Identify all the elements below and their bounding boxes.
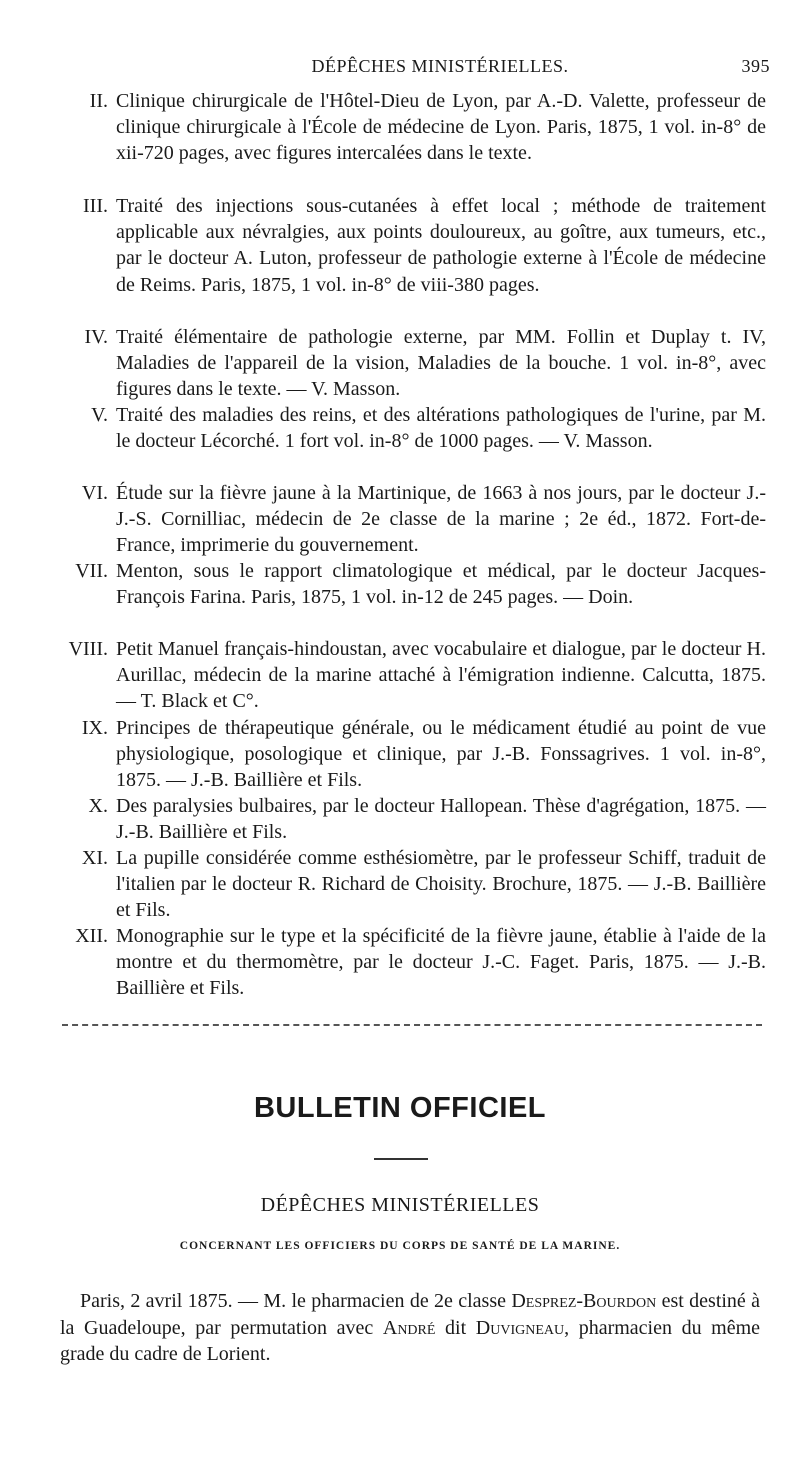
entry-text: Petit Manuel français-hindoustan, avec vocabulaire et dialogue, par le docteur H. Aurillac, médecin de la marine attaché à l'émigration indienne. Calcutta, 1875. — T. Black et C°. [116,638,766,713]
entry-text: Traité élémentaire de pathologie externe, par MM. Follin et Duplay t. IV, Maladies de l'appareil de la vision, Maladies de la bouche. 1 vol. in-8°, avec figures dans le texte. — V. Masson. [116,326,766,401]
entry-number: V. [91,404,108,426]
bibliography-entry [88,793,766,845]
entry-text: Clinique chirurgicale de l'Hôtel-Dieu de Lyon, par A.-D. Valette, professeur de clinique chirurgicale à l'École de médecine de Lyon. Paris, 1875, 1 vol. in-8° de xii-720 pages, avec figures intercalées dans le texte. [116,90,766,165]
notice-dit: dit [445,1316,467,1339]
dispatch-notice [60,1288,760,1368]
entry-number: VII. [75,560,108,582]
bibliography-entry [83,193,766,298]
entry-text: La pupille considérée comme esthésiomètre, par le professeur Schiff, traduit de l'italien par le docteur R. Richard de Choisity. Brochure, 1875. — J.-B. Baillière et Fils. [116,847,766,922]
section-divider [62,1024,762,1026]
bulletin-title: BULLETIN OFFICIEL [253,1092,547,1124]
notice-name: André [382,1316,436,1339]
entry-text: Monographie sur le type et la spécificité de la fièvre jaune, établie à l'aide de la montre et du thermomètre, par le docteur J.-C. Faget. Paris, 1875. — J.-B. Baillière et Fils. [116,925,766,1000]
entry-text: Étude sur la fièvre jaune à la Martinique, de 1663 à nos jours, par le docteur J.-J.-S. Cornilliac, médecin de 2e classe de la marine ; 2e éd., 1872. Fort-de-France, imprimerie du gouvernement. [116,482,766,557]
entry-number: II. [89,90,108,112]
bibliography-entry [91,402,766,454]
dispatch-title: DÉPÊCHES MINISTÉRIELLES [260,1194,540,1216]
notice-intro: Paris, 2 avril 1875. — M. le pharmacien de 2e classe [80,1290,507,1312]
bibliography-entry [75,558,766,610]
page-number: 395 [741,56,770,76]
bibliography-entry [68,636,766,715]
entry-number: XI. [81,847,108,869]
entry-number: XII. [75,925,108,947]
entry-number: IX. [81,717,108,739]
entry-number: IV. [84,326,108,348]
notice-name: Desprez-Bourdon [511,1290,657,1312]
bibliography-entry [75,923,766,1002]
entry-number: III. [83,195,108,217]
bibliography-entry [89,88,766,167]
running-head-title: DÉPÊCHES MINISTÉRIELLES. [311,56,569,76]
entry-number: X. [88,795,108,817]
entry-text: Principes de thérapeutique générale, ou le médicament étudié au point de vue physiologique, posologique et clinique, par J.-B. Fonssagrives. 1 vol. in-8°, 1875. — J.-B. Baillière et Fils. [116,717,766,792]
entry-text: Traité des maladies des reins, et des altérations pathologiques de l'urine, par M. le docteur Lécorché. 1 fort vol. in-8° de 1000 pages. — V. Masson. [116,404,766,453]
running-head [110,56,770,86]
notice-middle: est destiné à la Guadeloupe, par permutation avec [60,1290,761,1339]
notice-outro: , pharmacien du même grade du cadre de Lorient. [60,1316,761,1365]
entry-number: VIII. [68,638,108,660]
entry-text: Des paralysies bulbaires, par le docteur Hallopean. Thèse d'agrégation, 1875. — J.-B. Baillière et Fils. [116,795,766,844]
title-rule [374,1158,428,1160]
entry-text: Menton, sous le rapport climatologique et médical, par le docteur Jacques-François Farina. Paris, 1875, 1 vol. in-12 de 245 pages. — Doin. [116,560,766,609]
entry-text: Traité des injections sous-cutanées à effet local ; méthode de traitement applicable aux névralgies, aux points douloureux, au goître, aux tumeurs, etc., par le docteur A. Luton, professeur de pathologie externe à l'École de médecine de Reims. Paris, 1875, 1 vol. in-8° de viii-380 pages. [116,195,766,296]
entry-number: VI. [81,482,108,504]
dispatch-subtitle: CONCERNANT LES OFFICIERS DU CORPS DE SANTÉ DE LA MARINE. [179,1240,621,1252]
bibliography-entry [84,324,766,403]
bibliography-entry [81,715,766,794]
bibliography-entry [81,480,766,559]
notice-name: Duvigneau [475,1316,565,1339]
bibliography-entry [81,845,766,924]
